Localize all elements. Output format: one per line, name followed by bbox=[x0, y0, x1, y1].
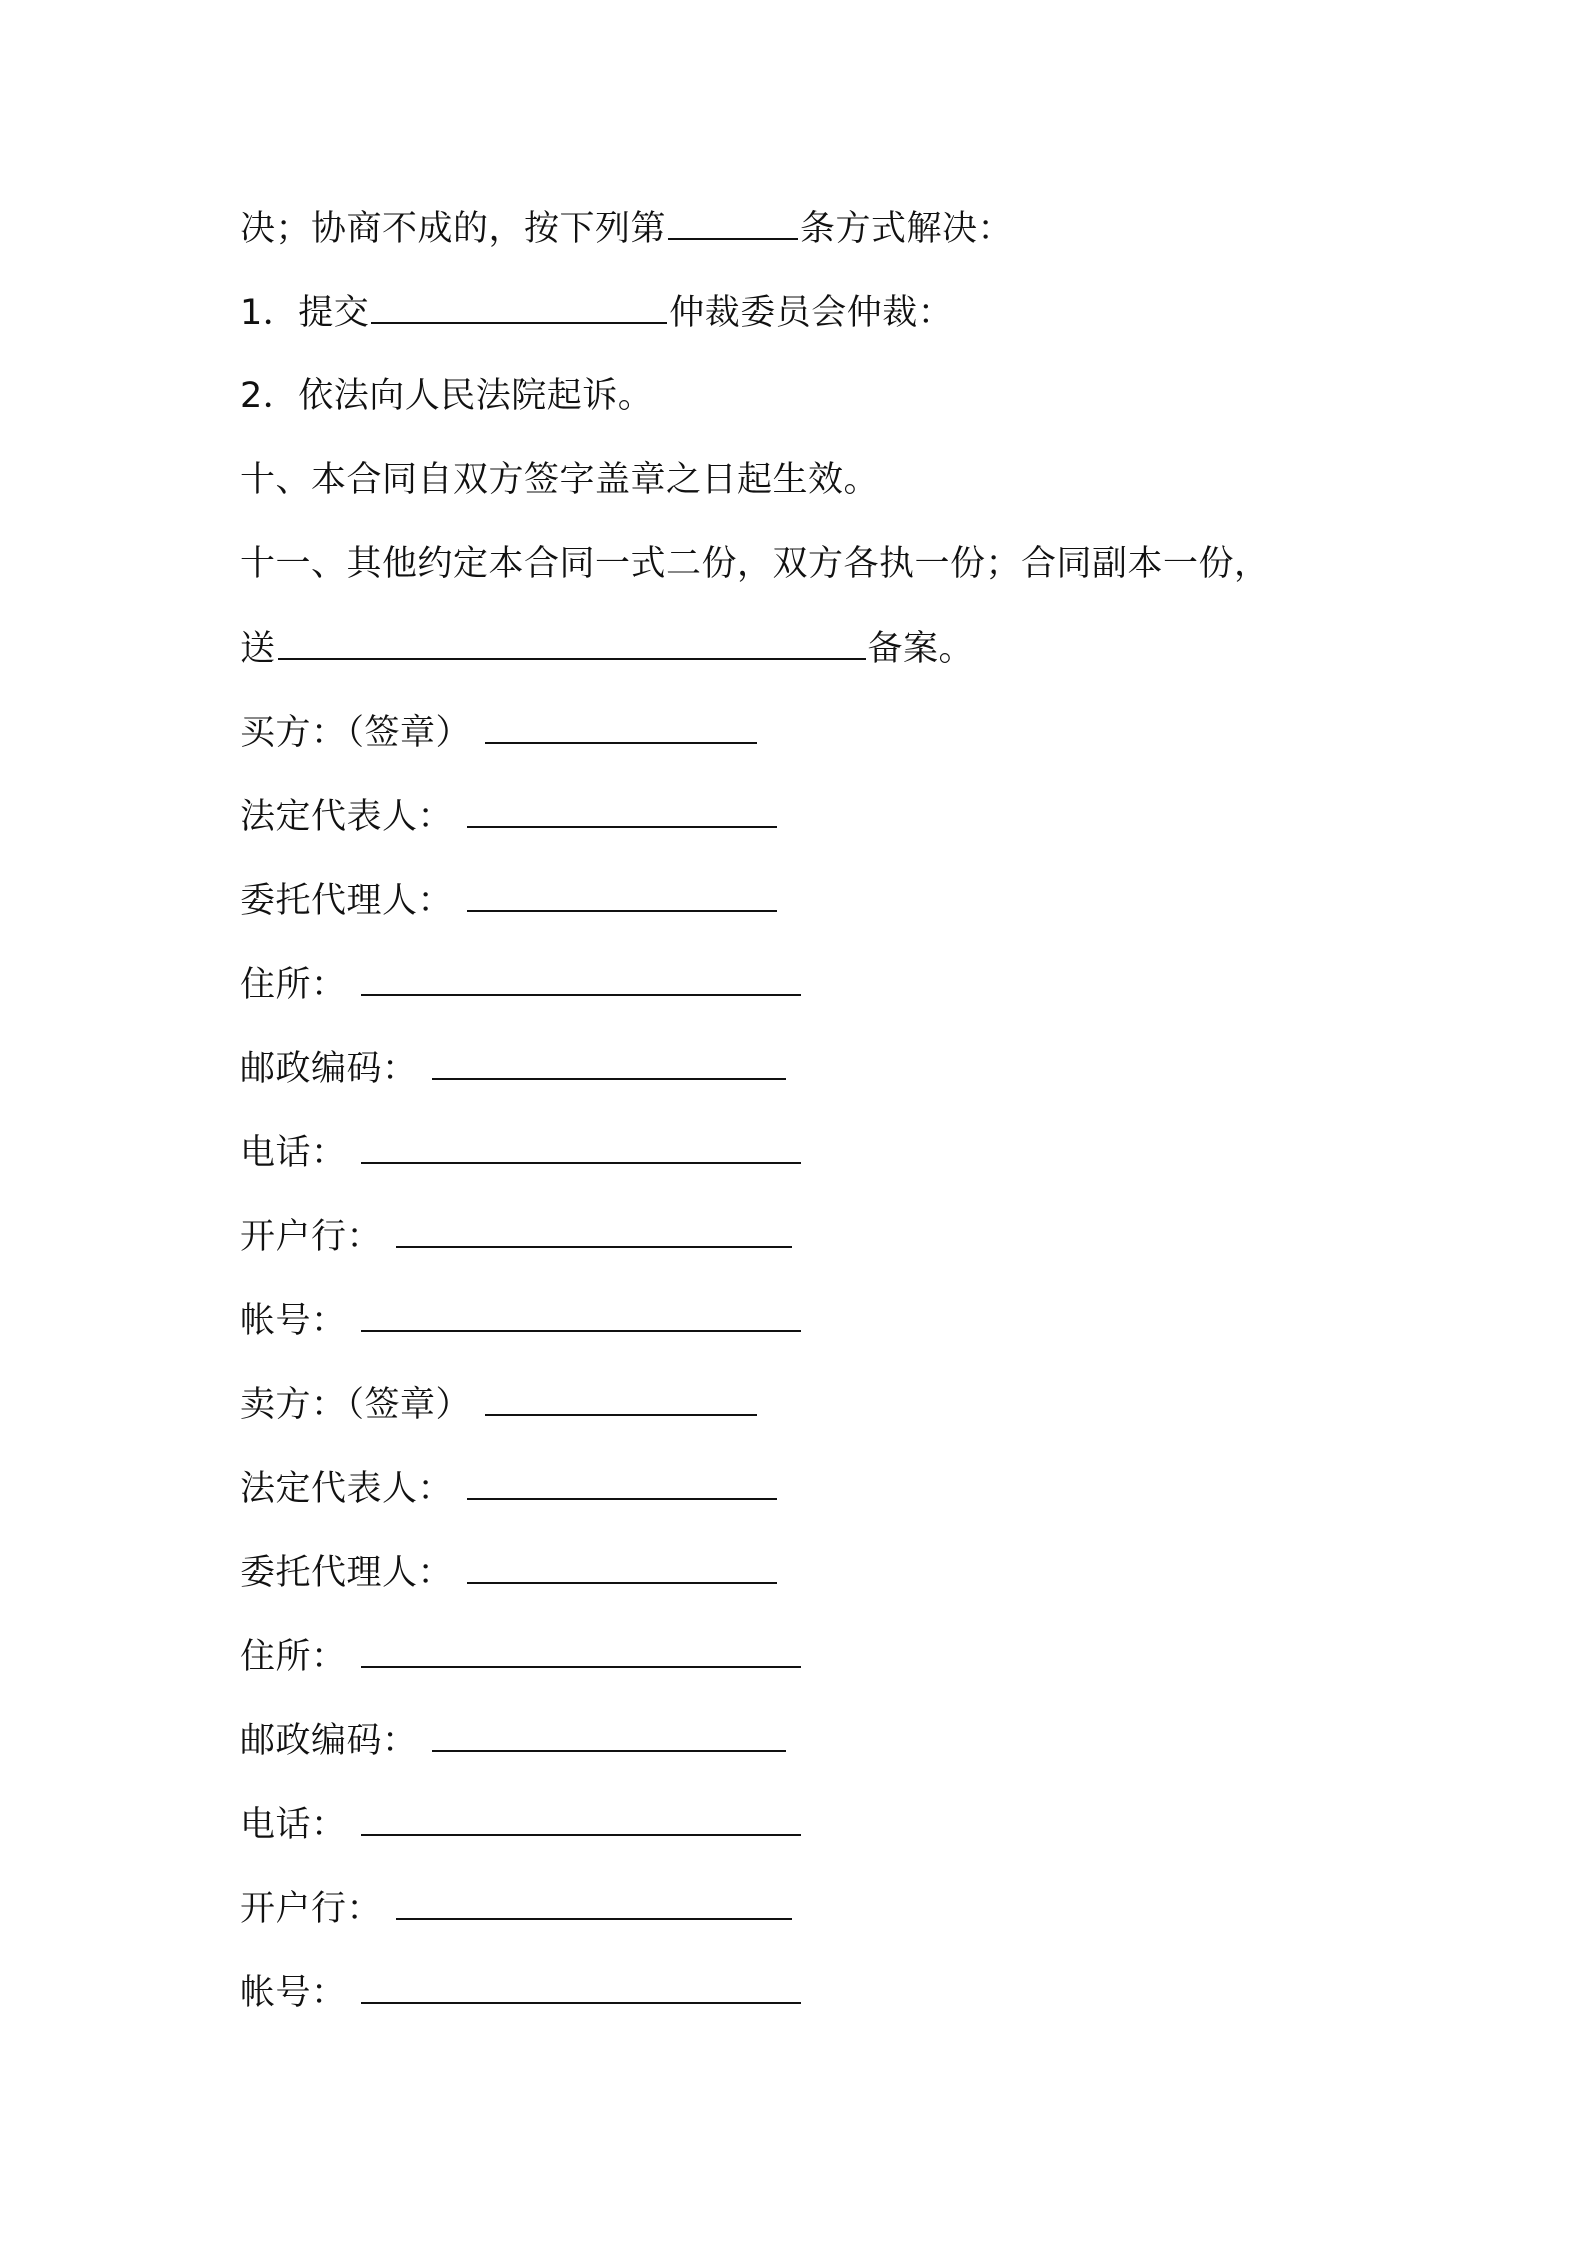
seller-bank-field bbox=[240, 1878, 1360, 1962]
buyer-bank-label: 开户行： bbox=[240, 1217, 383, 1257]
filing-text-pre: 送 bbox=[240, 629, 276, 669]
seller-bank-label: 开户行： bbox=[240, 1889, 383, 1929]
seller-bank-blank bbox=[396, 1878, 792, 1920]
buyer-phone-label: 电话： bbox=[240, 1133, 347, 1173]
seller-account-field bbox=[240, 1962, 1360, 2046]
buyer-account-field bbox=[240, 1290, 1360, 1374]
buyer-phone-blank bbox=[361, 1122, 801, 1164]
buyer-postcode-label: 邮政编码： bbox=[240, 1049, 418, 1089]
buyer-account-blank bbox=[361, 1290, 801, 1332]
seller-address-blank bbox=[361, 1626, 801, 1668]
buyer-signature-field bbox=[240, 702, 1360, 786]
buyer-bank-blank bbox=[396, 1206, 792, 1248]
seller-account-blank bbox=[361, 1962, 801, 2004]
arbitration-text-pre: 1．提交 bbox=[240, 293, 370, 333]
seller-address-label: 住所： bbox=[240, 1637, 347, 1677]
buyer-signature-blank bbox=[485, 702, 757, 744]
seller-postcode-label: 邮政编码： bbox=[240, 1721, 418, 1761]
method-number-blank bbox=[668, 198, 798, 240]
document-body bbox=[240, 198, 1360, 2046]
buyer-address-blank bbox=[361, 954, 801, 996]
arbitration-committee-blank bbox=[371, 282, 667, 324]
buyer-postcode-blank bbox=[432, 1038, 786, 1080]
clause-ten-text: 十、本合同自双方签字盖章之日起生效。 bbox=[240, 460, 880, 500]
seller-legal-rep-field bbox=[240, 1458, 1360, 1542]
buyer-party-label: 买方：（签章） bbox=[240, 713, 472, 753]
clause-eleven bbox=[240, 534, 1360, 618]
buyer-legal-rep-field bbox=[240, 786, 1360, 870]
seller-party-label: 卖方：（签章） bbox=[240, 1385, 472, 1425]
seller-signature-field bbox=[240, 1374, 1360, 1458]
dispute-text-post: 条方式解决： bbox=[800, 209, 1014, 249]
buyer-agent-field bbox=[240, 870, 1360, 954]
arbitration-text-post: 仲裁委员会仲裁： bbox=[669, 293, 954, 333]
arbitration-option bbox=[240, 282, 1360, 366]
seller-postcode-blank bbox=[432, 1710, 786, 1752]
seller-phone-label: 电话： bbox=[240, 1805, 347, 1845]
seller-legal-rep-label: 法定代表人： bbox=[240, 1469, 454, 1509]
filing-authority-blank bbox=[278, 618, 866, 660]
seller-address-field bbox=[240, 1626, 1360, 1710]
buyer-legal-rep-label: 法定代表人： bbox=[240, 797, 454, 837]
seller-account-label: 帐号： bbox=[240, 1973, 347, 2013]
filing-line bbox=[240, 618, 1360, 702]
seller-postcode-field bbox=[240, 1710, 1360, 1794]
seller-legal-rep-blank bbox=[467, 1458, 777, 1500]
litigation-option bbox=[240, 366, 1360, 450]
seller-agent-field bbox=[240, 1542, 1360, 1626]
seller-phone-field bbox=[240, 1794, 1360, 1878]
buyer-bank-field bbox=[240, 1206, 1360, 1290]
buyer-postcode-field bbox=[240, 1038, 1360, 1122]
buyer-account-label: 帐号： bbox=[240, 1301, 347, 1341]
dispute-text-pre: 决；协商不成的，按下列第 bbox=[240, 209, 667, 249]
buyer-agent-blank bbox=[467, 870, 777, 912]
filing-text-post: 备案。 bbox=[867, 629, 975, 669]
seller-phone-blank bbox=[361, 1794, 801, 1836]
clause-eleven-text: 十一、其他约定本合同一式二份，双方各执一份；合同副本一份， bbox=[240, 544, 1270, 584]
buyer-legal-rep-blank bbox=[467, 786, 777, 828]
litigation-text: 2．依法向人民法院起诉。 bbox=[240, 376, 654, 416]
dispute-resolution-line bbox=[240, 198, 1360, 282]
buyer-address-label: 住所： bbox=[240, 965, 347, 1005]
seller-agent-label: 委托代理人： bbox=[240, 1553, 454, 1593]
seller-signature-blank bbox=[485, 1374, 757, 1416]
buyer-address-field bbox=[240, 954, 1360, 1038]
buyer-agent-label: 委托代理人： bbox=[240, 881, 454, 921]
clause-ten bbox=[240, 450, 1360, 534]
seller-agent-blank bbox=[467, 1542, 777, 1584]
buyer-phone-field bbox=[240, 1122, 1360, 1206]
